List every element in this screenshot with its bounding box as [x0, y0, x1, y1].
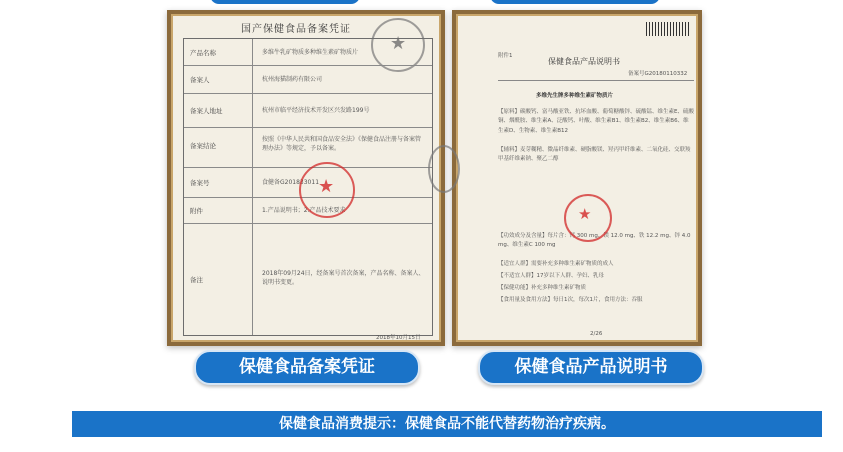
manual-line: 【适宜人群】需要补充多种维生素矿物质的成人 — [498, 261, 614, 267]
manual-line: 【保健功能】补充多种维生素矿物质 — [498, 285, 587, 291]
manual-line: 【不适宜人群】17岁以下人群、孕妇、乳母 — [498, 273, 604, 279]
row-value: 多维牛乳矿物质多种维生素矿物质片 — [262, 49, 359, 56]
manual-seal-star: ★ — [578, 205, 592, 223]
row-label: 备案结论 — [190, 142, 216, 150]
barcode — [646, 22, 690, 36]
attachment-label: 附件1 — [498, 53, 513, 59]
row-value: 按照《中华人民共和国食品安全法》《保健食品注册与备案管理办法》等规定，予以备案。 — [262, 136, 422, 152]
row-value: 2018年09月24日，经备案号首次备案，产品名称、备案人、说明书变更。 — [262, 270, 425, 286]
page-number: 2/26 — [590, 331, 603, 337]
row-label: 备注 — [190, 276, 203, 284]
row-value: 杭州海猫制药有限公司 — [262, 76, 323, 83]
row-label: 备案人地址 — [190, 107, 223, 115]
filing-certificate-title: 国产保健食品备案凭证 — [241, 24, 351, 35]
filing-code: 备案号G20180110332 — [628, 71, 688, 77]
table-row — [184, 127, 432, 168]
row-value: 食健备G201833011 — [262, 179, 320, 186]
product-manual-button[interactable]: 保健食品产品说明书 — [478, 350, 704, 385]
row-label: 备案号 — [190, 179, 210, 187]
row-label: 备案人 — [190, 76, 210, 84]
top-pill-right — [490, 0, 660, 4]
row-label: 产品名称 — [190, 49, 216, 57]
official-seal-star: ★ — [318, 176, 335, 197]
row-value: 1.产品说明书；2.产品技术要求 — [262, 207, 346, 214]
manual-line: 【辅料】麦芽糊精、微晶纤维素、硬脂酸镁、羟丙甲纤维素、二氧化硅、交联羧甲基纤维素钠、聚乙二醇 — [498, 147, 691, 163]
filing-certificate-button[interactable]: 保健食品备案凭证 — [194, 350, 420, 385]
row-label: 附件 — [190, 207, 203, 215]
row-value: 杭州市临平经济技术开发区兴发路199号 — [262, 107, 370, 114]
product-manual-title: 保健食品产品说明书 — [548, 57, 620, 66]
manual-line: 【功效成分及含量】每片含：钙 300 mg、镁 12.0 mg、铁 12.2 mg、锌 4.0 mg、维生素C 100 mg — [498, 233, 691, 249]
consumer-notice-banner: 保健食品消费提示：保健食品不能代替药物治疗疾病。 — [72, 411, 822, 437]
gray-seal-star: ★ — [390, 33, 407, 54]
product-manual-frame — [452, 10, 702, 346]
header-rule — [498, 80, 694, 81]
table-row — [184, 65, 432, 94]
certificate-date: 2018年10月15日 — [376, 335, 421, 341]
table-row — [184, 39, 432, 66]
manual-line: 【原料】碳酸钙、富马酸亚铁、抗坏血酸、葡萄糖酸锌、硫酸锰、维生素E、硫酸铜、烟酰胺、维生素A、泛酸钙、叶酸、维生素B1、维生素B2、维生素B6、维生素D、生物素、维生素B12 — [498, 109, 694, 134]
product-name: 多维先生牌多种维生素矿物质片 — [536, 93, 614, 99]
table-row — [184, 93, 432, 128]
filing-certificate-frame — [167, 10, 445, 346]
edge-seal — [428, 145, 460, 193]
table-row — [184, 223, 432, 334]
top-pill-left — [210, 0, 360, 4]
manual-line: 【食用量及食用方法】每日1次，每次1片，食用方法：吞服 — [498, 297, 643, 303]
